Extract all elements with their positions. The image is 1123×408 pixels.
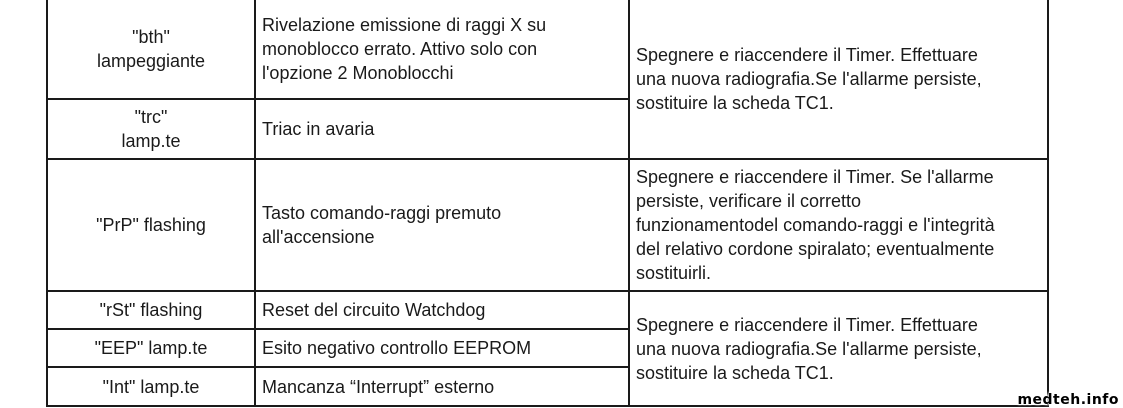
alarm-code-cell xyxy=(47,329,255,367)
alarm-code: "bth" xyxy=(132,27,170,47)
alarm-description-cell xyxy=(255,367,629,406)
alarm-code-cell xyxy=(47,99,255,159)
alarm-description-cell xyxy=(255,329,629,367)
alarm-description-cell xyxy=(255,159,629,291)
alarm-code-cell xyxy=(47,0,255,99)
alarm-remedy: sostituire la scheda TC1. xyxy=(636,362,834,383)
alarm-code: "PrP" flashing xyxy=(96,215,206,235)
alarm-remedy: una nuova radiografia.Se l'allarme persiste, xyxy=(636,338,982,359)
alarm-remedy: una nuova radiografia.Se l'allarme persiste, xyxy=(636,69,982,89)
alarm-code-cell xyxy=(47,367,255,406)
alarm-remedy-cell xyxy=(629,159,1048,291)
alarm-description: Esito negativo controllo EEPROM xyxy=(262,338,532,358)
alarm-remedy-cell xyxy=(629,0,1048,159)
alarm-remedy: sostituire la scheda TC1. xyxy=(636,93,834,113)
table-row xyxy=(47,0,1048,99)
alarm-remedy-cell xyxy=(629,291,1048,406)
alarm-code: "trc" xyxy=(134,107,168,127)
alarm-code-cell xyxy=(47,291,255,329)
alarm-code: "rSt" flashing xyxy=(99,300,203,320)
table-row xyxy=(47,159,1048,291)
alarm-code: lamp.te xyxy=(121,131,181,151)
alarm-description: monoblocco errato. Attivo solo con xyxy=(262,39,538,59)
alarm-code: lampeggiante xyxy=(96,51,206,71)
alarm-remedy: persiste, verificare il corretto xyxy=(636,191,862,211)
alarm-description: all'accensione xyxy=(262,227,375,247)
alarm-description: Rivelazione emissione di raggi X su xyxy=(262,15,547,35)
watermark-text: medteh.info xyxy=(1017,392,1119,408)
alarm-remedy: Spegnere e riaccendere il Timer. Effettuare xyxy=(636,45,978,65)
alarm-remedy: funzionamentodel comando-raggi e l'integrità xyxy=(636,215,995,235)
alarm-code: "EEP" lamp.te xyxy=(94,338,208,358)
alarm-description: l'opzione 2 Monoblocchi xyxy=(262,63,454,83)
alarm-table xyxy=(46,0,1049,407)
alarm-remedy: Spegnere e riaccendere il Timer. Se l'allarme xyxy=(636,167,994,187)
alarm-description: Reset del circuito Watchdog xyxy=(262,300,486,320)
alarm-description-cell xyxy=(255,291,629,329)
alarm-description: Tasto comando-raggi premuto xyxy=(262,203,502,223)
alarm-description: Triac in avaria xyxy=(262,119,375,139)
alarm-description: Mancanza “Interrupt” esterno xyxy=(262,376,495,397)
alarm-remedy: Spegnere e riaccendere il Timer. Effettuare xyxy=(636,314,978,335)
alarm-code-cell xyxy=(47,159,255,291)
alarm-description-cell xyxy=(255,0,629,99)
alarm-description-cell xyxy=(255,99,629,159)
alarm-remedy: sostituirli. xyxy=(636,263,712,283)
table-row xyxy=(47,291,1048,329)
alarm-code: "Int" lamp.te xyxy=(102,376,200,397)
alarm-remedy: del relativo cordone spiralato; eventualmente xyxy=(636,239,995,259)
